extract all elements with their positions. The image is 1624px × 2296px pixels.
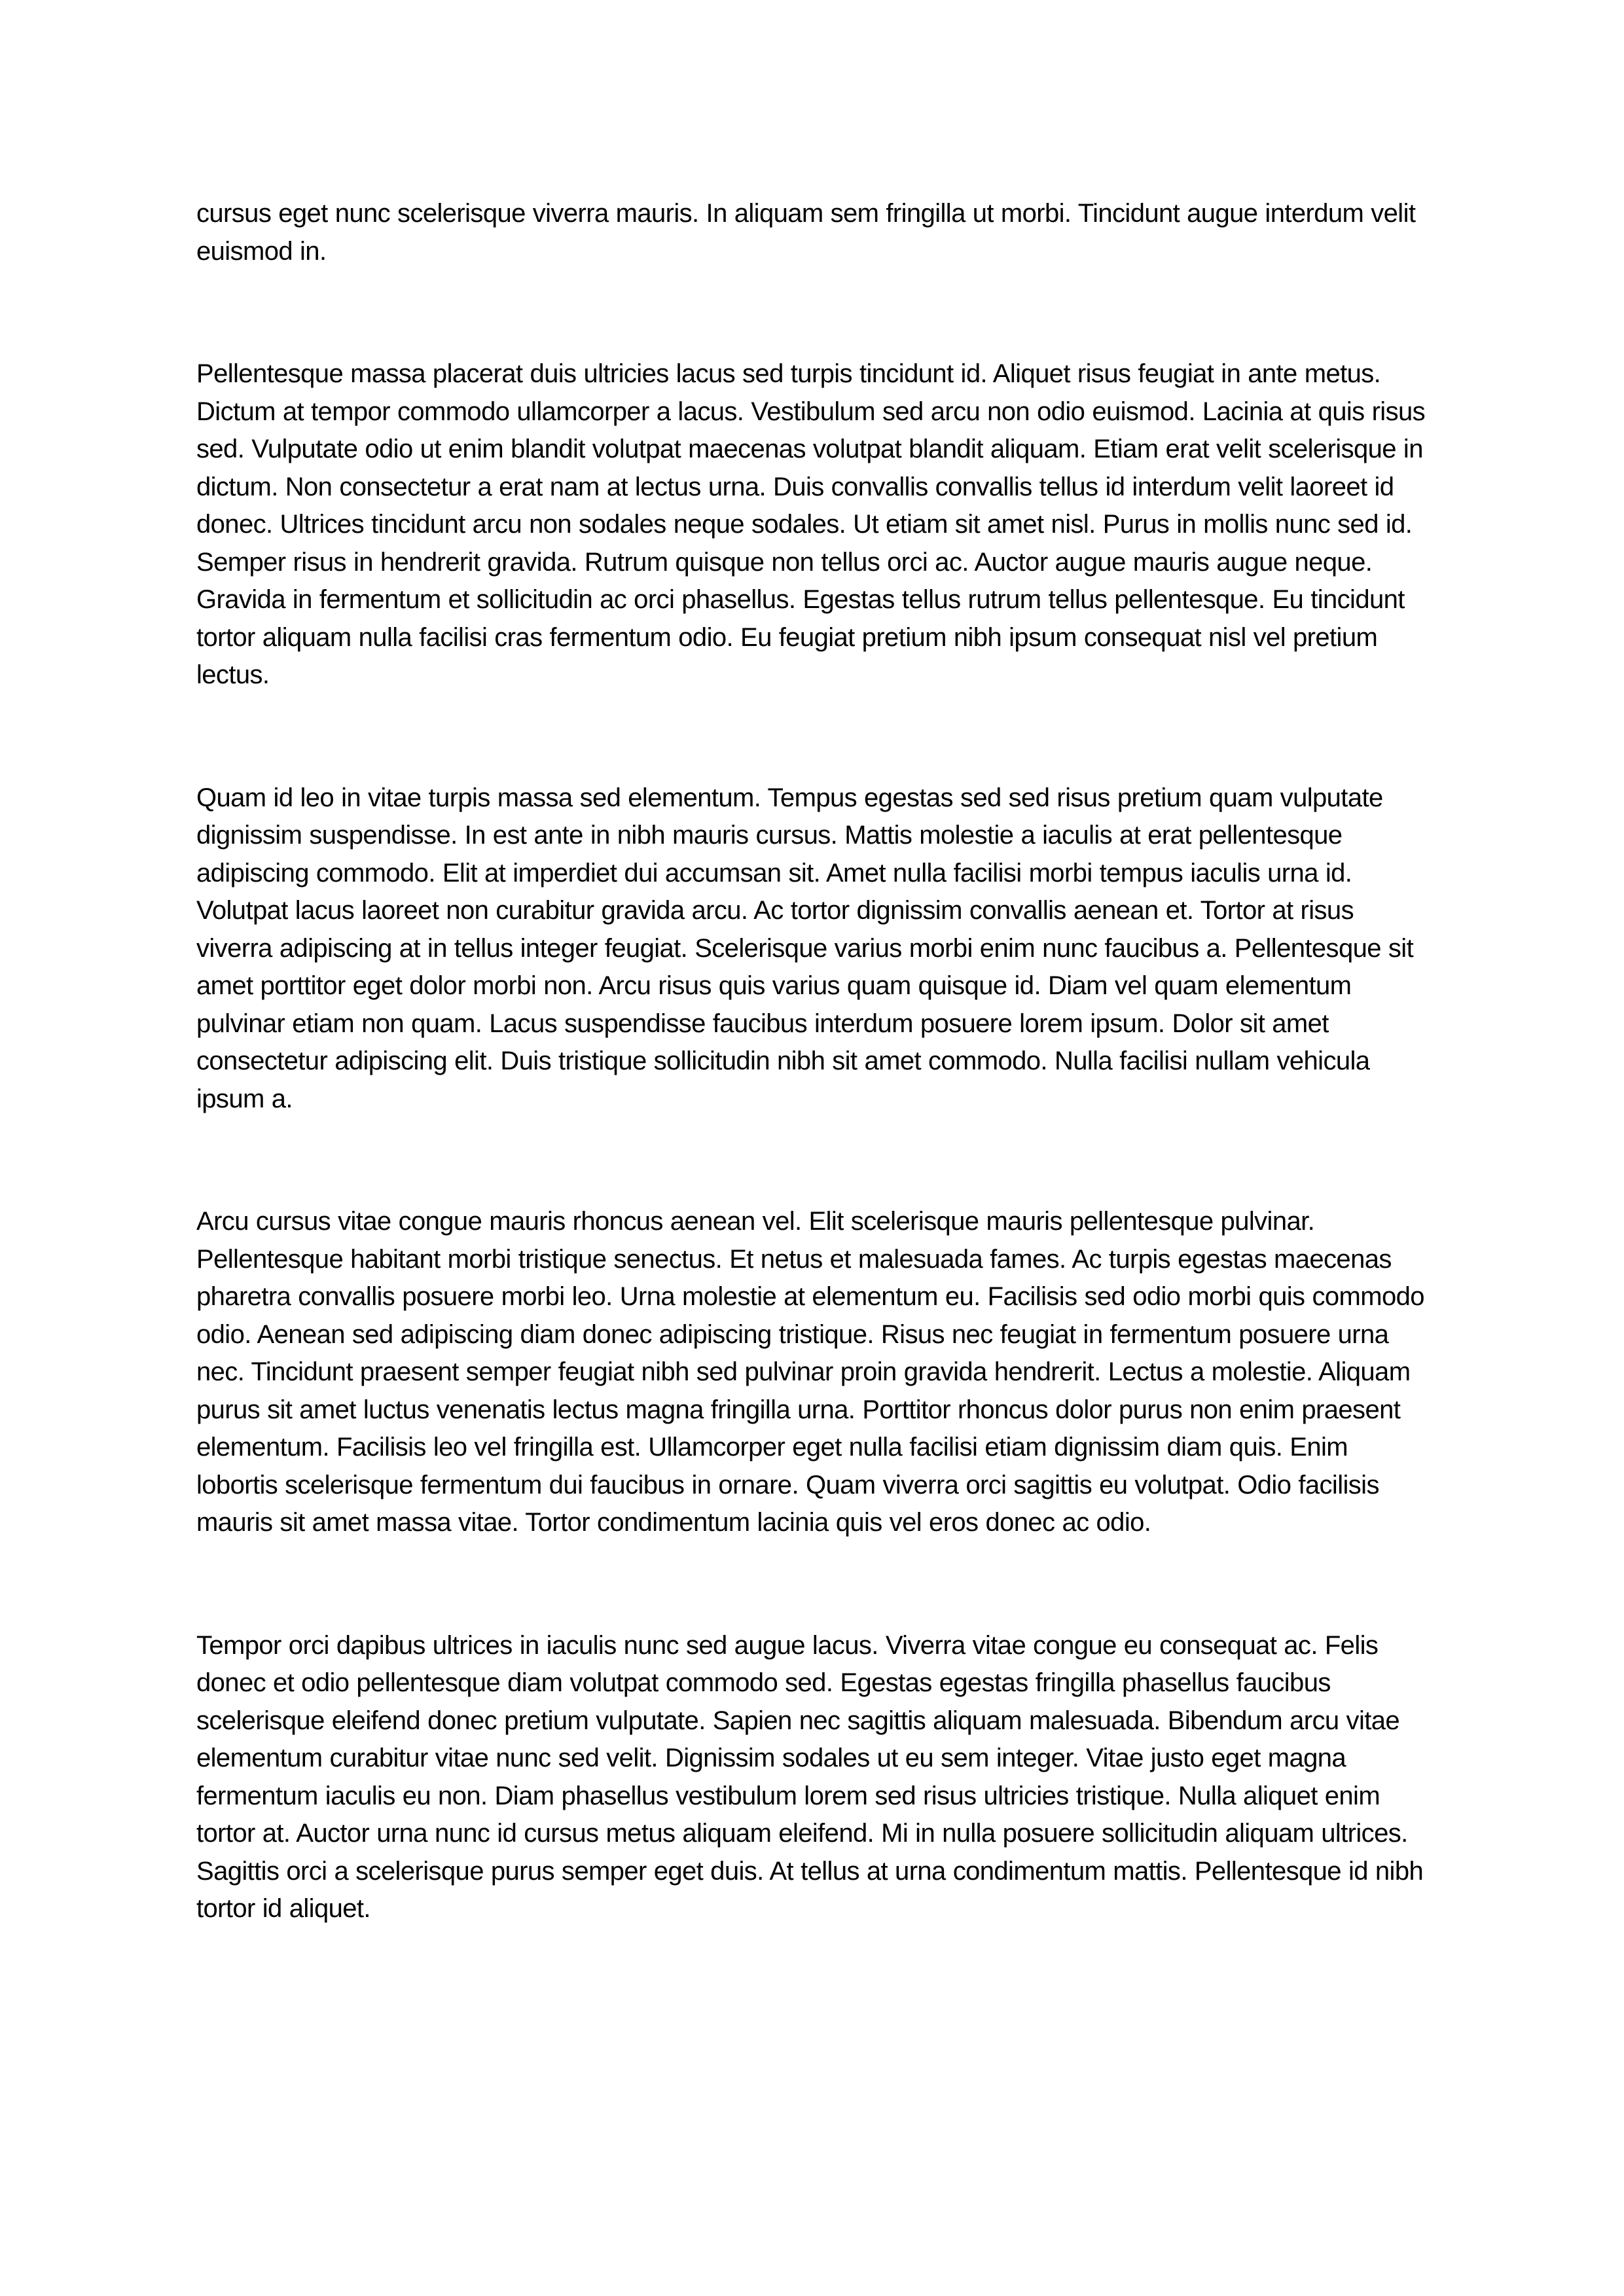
- paragraph: Tempor orci dapibus ultrices in iaculis nunc sed augue lacus. Viverra vitae congue eu consequat ac. Felis donec et odio pellentesque diam volutpat commodo sed. Egestas egestas fringilla phasellus faucibus scelerisque eleifend donec pretium vulputate. Sapien nec sagittis aliquam malesuada. Bibendum arcu vitae elementum curabitur vitae nunc sed velit. Dignissim sodales ut eu sem integer. Vitae justo eget magna fermentum iaculis eu non. Diam phasellus vestibulum lorem sed risus ultricies tristique. Nulla aliquet enim tortor at. Auctor urna nunc id cursus metus aliquam eleifend. Mi in nulla posuere sollicitudin aliquam ultrices. Sagittis orci a scelerisque purus semper eget duis. At tellus at urna condimentum mattis. Pellentesque id nibh tortor id aliquet.: [196, 1630, 1424, 1923]
- paragraph: cursus eget nunc scelerisque viverra mauris. In aliquam sem fringilla ut morbi. Tincidunt augue interdum velit euismod in.: [196, 199, 1416, 266]
- document-body: [196, 195, 1427, 2013]
- paragraph: Pellentesque massa placerat duis ultricies lacus sed turpis tincidunt id. Aliquet risus feugiat in ante metus. Dictum at tempor commodo ullamcorper a lacus. Vestibulum sed arcu non odio euismod. Lacinia at quis risus sed. Vulputate odio ut enim blandit volutpat maecenas volutpat blandit aliquam. Etiam erat velit scelerisque in dictum. Non consectetur a erat nam at lectus urna. Duis convallis convallis tellus id interdum velit laoreet id donec. Ultrices tincidunt arcu non sodales neque sodales. Ut etiam sit amet nisl. Purus in mollis nunc sed id. Semper risus in hendrerit gravida. Rutrum quisque non tellus orci ac. Auctor augue mauris augue neque. Gravida in fermentum et sollicitudin ac orci phasellus. Egestas tellus rutrum tellus pellentesque. Eu tincidunt tortor aliquam nulla facilisi cras fermentum odio. Eu feugiat pretium nibh ipsum consequat nisl vel pretium lectus.: [196, 359, 1426, 689]
- paragraph: Arcu cursus vitae congue mauris rhoncus aenean vel. Elit scelerisque mauris pellentesque pulvinar. Pellentesque habitant morbi tristique senectus. Et netus et malesuada fames. Ac turpis egestas maecenas pharetra convallis posuere morbi leo. Urna molestie at elementum eu. Facilisis sed odio morbi quis commodo odio. Aenean sed adipiscing diam donec adipiscing tristique. Risus nec feugiat in fermentum posuere urna nec. Tincidunt praesent semper feugiat nibh sed pulvinar proin gravida hendrerit. Lectus a molestie. Aliquam purus sit amet luctus venenatis lectus magna fringilla urna. Porttitor rhoncus dolor purus non enim praesent elementum. Facilisis leo vel fringilla est. Ullamcorper eget nulla facilisi etiam dignissim diam quis. Enim lobortis scelerisque fermentum dui faucibus in ornare. Quam viverra orci sagittis eu volutpat. Odio facilisis mauris sit amet massa vitae. Tortor condimentum lacinia quis vel eros donec ac odio.: [196, 1207, 1424, 1537]
- paragraph: Quam id leo in vitae turpis massa sed elementum. Tempus egestas sed sed risus pretium quam vulputate dignissim suspendisse. In est ante in nibh mauris cursus. Mattis molestie a iaculis at erat pellentesque adipiscing commodo. Elit at imperdiet dui accumsan sit. Amet nulla facilisi morbi tempus iaculis urna id. Volutpat lacus laoreet non curabitur gravida arcu. Ac tortor dignissim convallis aenean et. Tortor at risus viverra adipiscing at in tellus integer feugiat. Scelerisque varius morbi enim nunc faucibus a. Pellentesque sit amet porttitor eget dolor morbi non. Arcu risus quis varius quam quisque id. Diam vel quam elementum pulvinar etiam non quam. Lacus suspendisse faucibus interdum posuere lorem ipsum. Dolor sit amet consectetur adipiscing elit. Duis tristique sollicitudin nibh sit amet commodo. Nulla facilisi nullam vehicula ipsum a.: [196, 783, 1414, 1113]
